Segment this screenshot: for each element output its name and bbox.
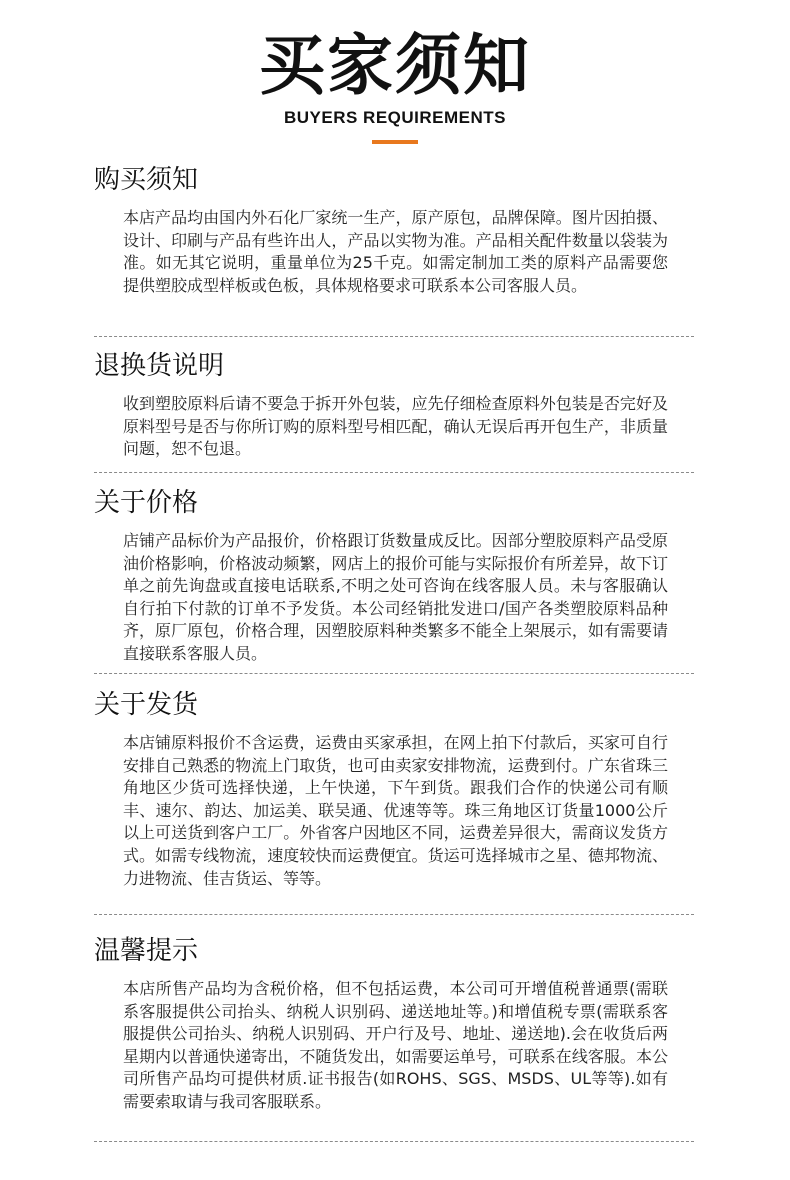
section-title: 购买须知	[94, 165, 199, 195]
title-accent-bar	[372, 140, 418, 144]
section-title: 退换货说明	[94, 351, 225, 381]
page-header	[0, 28, 790, 144]
section-divider	[94, 1141, 694, 1142]
section-divider	[94, 336, 694, 337]
page-subtitle: BUYERS REQUIREMENTS	[283, 108, 507, 127]
section-title: 温馨提示	[94, 936, 199, 966]
section-pricing	[94, 486, 694, 666]
section-body: 收到塑胶原料后请不要急于拆开外包装，应先仔细检查原料外包装是否完好及原料型号是否与你所订购的原料型号相匹配，确认无误后再开包生产，非质量问题，恕不包退。	[123, 394, 668, 459]
section-divider	[94, 914, 694, 915]
section-title: 关于价格	[94, 488, 199, 518]
section-purchase-notice	[94, 163, 694, 297]
section-tips	[94, 934, 694, 1114]
section-body: 本店所售产品均为含税价格，但不包括运费，本公司可开增值税普通票(需联系客服提供公司抬头、纳税人识别码、递送地址等。)和增值税专票(需联系客服提供公司抬头、纳税人识别码、开户行及号、地址、递送地).会在收货后两星期内以普通快递寄出，不随货发出，如需要运单号，可联系在线客服。本公司所售产品均可提供材质.证书报告(如ROHS、SGS、MSDS、UL等等).如有需要索取请与我司客服联系。	[123, 979, 668, 1111]
section-divider	[94, 673, 694, 674]
section-divider	[94, 472, 694, 473]
section-return-policy	[94, 349, 694, 461]
page-title: 买家须知	[259, 27, 531, 104]
section-body: 本店铺原料报价不含运费，运费由买家承担，在网上拍下付款后，买家可自行安排自己熟悉的物流上门取货，也可由卖家安排物流，运费到付。广东省珠三角地区少货可选择快递，上午快递，下午到货。跟我们合作的快递公司有顺丰、速尔、韵达、加运美、联吴通、优速等等。珠三角地区订货量1000公斤以上可送货到客户工厂。外省客户因地区不同，运费差异很大，需商议发货方式。如需专线物流，速度较快而运费便宜。货运可选择城市之星、德邦物流、力进物流、佳吉货运、等等。	[123, 733, 668, 888]
section-shipping	[94, 688, 694, 890]
section-body: 店铺产品标价为产品报价，价格跟订货数量成反比。因部分塑胶原料产品受原油价格影响，价格波动频繁，网店上的报价可能与实际报价有所差异，故下订单之前先询盘或直接电话联系,不明之处可咨询在线客服人员。未与客服确认自行拍下付款的订单不予发货。本公司经销批发进口/国产各类塑胶原料品种齐，原厂原包，价格合理，因塑胶原料种类繁多不能全上架展示，如有需要请直接联系客服人员。	[123, 531, 668, 663]
section-title: 关于发货	[94, 690, 199, 720]
section-body: 本店产品均由国内外石化厂家统一生产，原产原包，品牌保障。图片因拍摄、设计、印刷与产品有些许出人，产品以实物为准。产品相关配件数量以袋装为准。如无其它说明，重量单位为25千克。如需定制加工类的原料产品需要您提供塑胶成型样板或色板，具体规格要求可联系本公司客服人员。	[123, 208, 668, 295]
